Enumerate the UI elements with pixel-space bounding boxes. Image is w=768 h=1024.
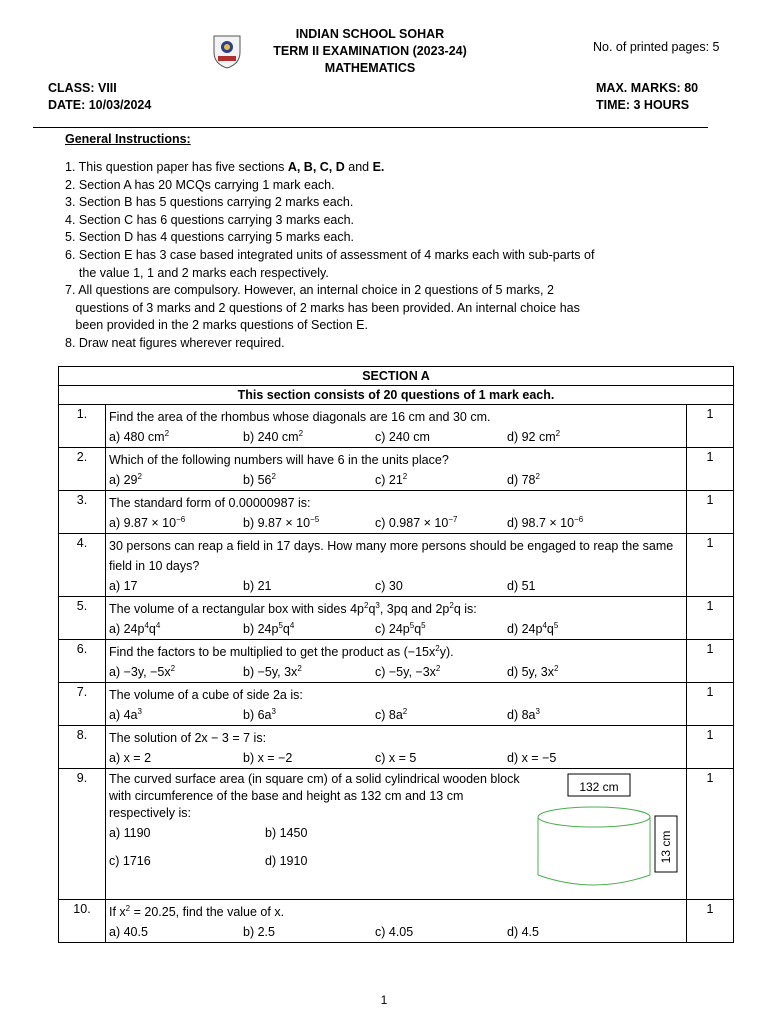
instructions-title: General Instructions: [65, 132, 191, 146]
instruction-item: the value 1, 1 and 2 marks each respectively. [65, 265, 329, 280]
instruction-item: questions of 3 marks and 2 questions of 2 marks has been provided. An internal choice has [65, 300, 580, 315]
header-title-block [240, 26, 500, 77]
question-row [59, 900, 734, 943]
question-marks: 1 [687, 448, 734, 491]
section-subtitle: This section consists of 20 questions of 1 mark each. [59, 386, 734, 405]
answer-option[interactable]: c) 30 [375, 579, 403, 593]
answer-option[interactable]: d) $78^2$ [507, 472, 540, 487]
question-body [106, 769, 687, 900]
question-row [59, 726, 734, 769]
question-marks: 1 [687, 769, 734, 900]
question-row [59, 491, 734, 534]
answer-option[interactable]: a) $29^2$ [109, 472, 142, 487]
question-row [59, 534, 734, 597]
height-label: 13 cm [659, 830, 673, 864]
question-number: 4. [59, 534, 106, 597]
question-body [106, 640, 687, 683]
question-number: 5. [59, 597, 106, 640]
class-label: CLASS: VIII [48, 81, 117, 95]
question-marks: 1 [687, 900, 734, 943]
question-marks: 1 [687, 491, 734, 534]
question-body [106, 448, 687, 491]
question-text: If $x^2 = 20.25$, find the value of x. [109, 904, 285, 919]
question-row [59, 769, 734, 900]
school-logo [210, 32, 244, 70]
question-marks: 1 [687, 683, 734, 726]
answer-option[interactable]: a) $4a^3$ [109, 707, 142, 722]
answer-option[interactable]: b) x = −2 [243, 751, 293, 765]
instruction-item: been provided in the 2 marks questions of Section E. [65, 318, 368, 333]
answer-option[interactable]: c) $21^2$ [375, 472, 408, 487]
printed-pages: No. of printed pages: 5 [593, 40, 720, 54]
question-text: 30 persons can reap a field in 17 days. How many more persons should be engaged to reap the same field in 10 days? [109, 539, 674, 573]
question-body [106, 900, 687, 943]
question-marks: 1 [687, 640, 734, 683]
instruction-item: 6. Section E has 3 case based integrated units of assessment of 4 marks each with sub-parts of [65, 247, 595, 262]
question-body [106, 534, 687, 597]
answer-option[interactable]: a) −3y, $-5x^2$ [109, 664, 176, 679]
answer-option[interactable]: a) 40.5 [109, 925, 148, 939]
question-text: Find the factors to be multiplied to get the product as $(-15x^2y)$. [109, 644, 454, 659]
question-body [106, 683, 687, 726]
answer-option[interactable]: b) $9.87 \times 10^{-5}$ [243, 515, 320, 530]
answer-option[interactable]: c) x = 5 [375, 751, 417, 765]
question-row [59, 405, 734, 448]
answer-option[interactable]: a) $24p^4q^4$ [109, 621, 161, 636]
instructions-list [65, 159, 695, 353]
question-text: The volume of a rectangular box with sides $4p^2q^3$, 3pq and $2p^2q$ is: [109, 601, 477, 616]
instruction-item: 1. This question paper has five sections A, B, C, D and E. [65, 160, 385, 174]
cylinder-figure [531, 771, 691, 897]
question-text: The solution of 2x − 3 = 7 is: [109, 731, 267, 745]
date-label: DATE: 10/03/2024 [48, 98, 152, 112]
school-name: INDIAN SCHOOL SOHAR [295, 27, 445, 41]
exam-title: TERM II EXAMINATION (2023-24) [273, 44, 467, 58]
answer-option[interactable]: b) 2.5 [243, 925, 275, 939]
answer-option[interactable]: d) 5y, $3x^2$ [507, 664, 559, 679]
question-number: 7. [59, 683, 106, 726]
question-row [59, 640, 734, 683]
answer-option[interactable]: d) 92 $cm^2$ [507, 429, 561, 444]
instruction-item: 7. All questions are compulsory. However, an internal choice in 2 questions of 5 marks, 2 [65, 283, 554, 298]
answer-option[interactable]: c) $24p^5q^5$ [375, 621, 426, 636]
answer-option[interactable]: a) 17 [109, 579, 138, 593]
answer-option[interactable]: c) 240 cm [375, 430, 430, 444]
instruction-item: 3. Section B has 5 questions carrying 2 marks each. [65, 195, 354, 210]
answer-option[interactable]: d) 51 [507, 579, 536, 593]
answer-option[interactable]: a) x = 2 [109, 751, 152, 765]
answer-option[interactable]: c) $8a^2$ [375, 707, 408, 722]
answer-option[interactable]: d) 1910 [265, 854, 308, 868]
question-body [106, 597, 687, 640]
question-number: 1. [59, 405, 106, 448]
question-row [59, 683, 734, 726]
header-divider [33, 127, 708, 128]
answer-option[interactable]: b) $6a^3$ [243, 707, 276, 722]
question-row [59, 448, 734, 491]
answer-option[interactable]: b) −5y, $3x^2$ [243, 664, 302, 679]
time-label: TIME: 3 HOURS [596, 98, 690, 112]
answer-option[interactable]: b) 240 $cm^2$ [243, 429, 304, 444]
answer-option[interactable]: d) $24p^4q^5$ [507, 621, 559, 636]
answer-option[interactable]: c) 1716 [109, 854, 151, 868]
answer-option[interactable]: c) $0.987 \times 10^{-7}$ [375, 515, 458, 530]
question-text: Which of the following numbers will have 6 in the units place? [109, 453, 449, 467]
questions-table [58, 366, 734, 943]
question-number: 3. [59, 491, 106, 534]
instruction-item: 5. Section D has 4 questions carrying 5 marks each. [65, 230, 355, 245]
instruction-item: 2. Section A has 20 MCQs carrying 1 mark each. [65, 177, 335, 192]
answer-option[interactable]: b) $24p^5q^4$ [243, 621, 295, 636]
question-text: The volume of a cube of side 2a is: [109, 688, 303, 702]
instruction-item: 4. Section C has 6 questions carrying 3 marks each. [65, 212, 355, 227]
question-number: 10. [59, 900, 106, 943]
answer-option[interactable]: c) 4.05 [375, 925, 414, 939]
question-body [106, 726, 687, 769]
section-title: SECTION A [59, 367, 734, 386]
answer-option[interactable]: b) 21 [243, 579, 272, 593]
question-text: The standard form of 0.00000987 is: [109, 496, 311, 510]
answer-option[interactable]: d) x = −5 [507, 751, 557, 765]
question-number: 8. [59, 726, 106, 769]
answer-option[interactable]: a) $9.87 \times 10^{-6}$ [109, 515, 186, 530]
answer-option[interactable]: d) $8a^3$ [507, 707, 540, 722]
max-marks-label: MAX. MARKS: 80 [596, 81, 699, 95]
answer-option[interactable]: a) 1190 [109, 826, 151, 840]
question-marks: 1 [687, 726, 734, 769]
page-number: 1 [380, 993, 388, 1007]
question-text: Find the area of the rhombus whose diagonals are 16 cm and 30 cm. [109, 410, 491, 424]
answer-option[interactable]: b) 1450 [265, 826, 308, 840]
circumference-label: 132 cm [579, 780, 619, 794]
answer-option[interactable]: d) 4.5 [507, 925, 539, 939]
question-number: 9. [59, 769, 106, 900]
question-body [106, 405, 687, 448]
answer-option[interactable]: d) $98.7 \times 10^{-6}$ [507, 515, 584, 530]
question-number: 6. [59, 640, 106, 683]
question-text: The curved surface area (in square cm) of a solid cylindrical wooden block with circumference of the base and height as 132 cm and 13 cm respectively is: [109, 772, 520, 820]
instruction-item: 8. Draw neat figures wherever required. [65, 335, 285, 350]
question-marks: 1 [687, 405, 734, 448]
answer-option[interactable]: c) −5y, $-3x^2$ [375, 664, 441, 679]
subject-title: MATHEMATICS [324, 61, 416, 75]
answer-option[interactable]: b) $56^2$ [243, 472, 276, 487]
question-marks: 1 [687, 534, 734, 597]
answer-option[interactable]: a) 480 $cm^2$ [109, 429, 170, 444]
question-number: 2. [59, 448, 106, 491]
question-body [106, 491, 687, 534]
question-marks: 1 [687, 597, 734, 640]
question-row [59, 597, 734, 640]
